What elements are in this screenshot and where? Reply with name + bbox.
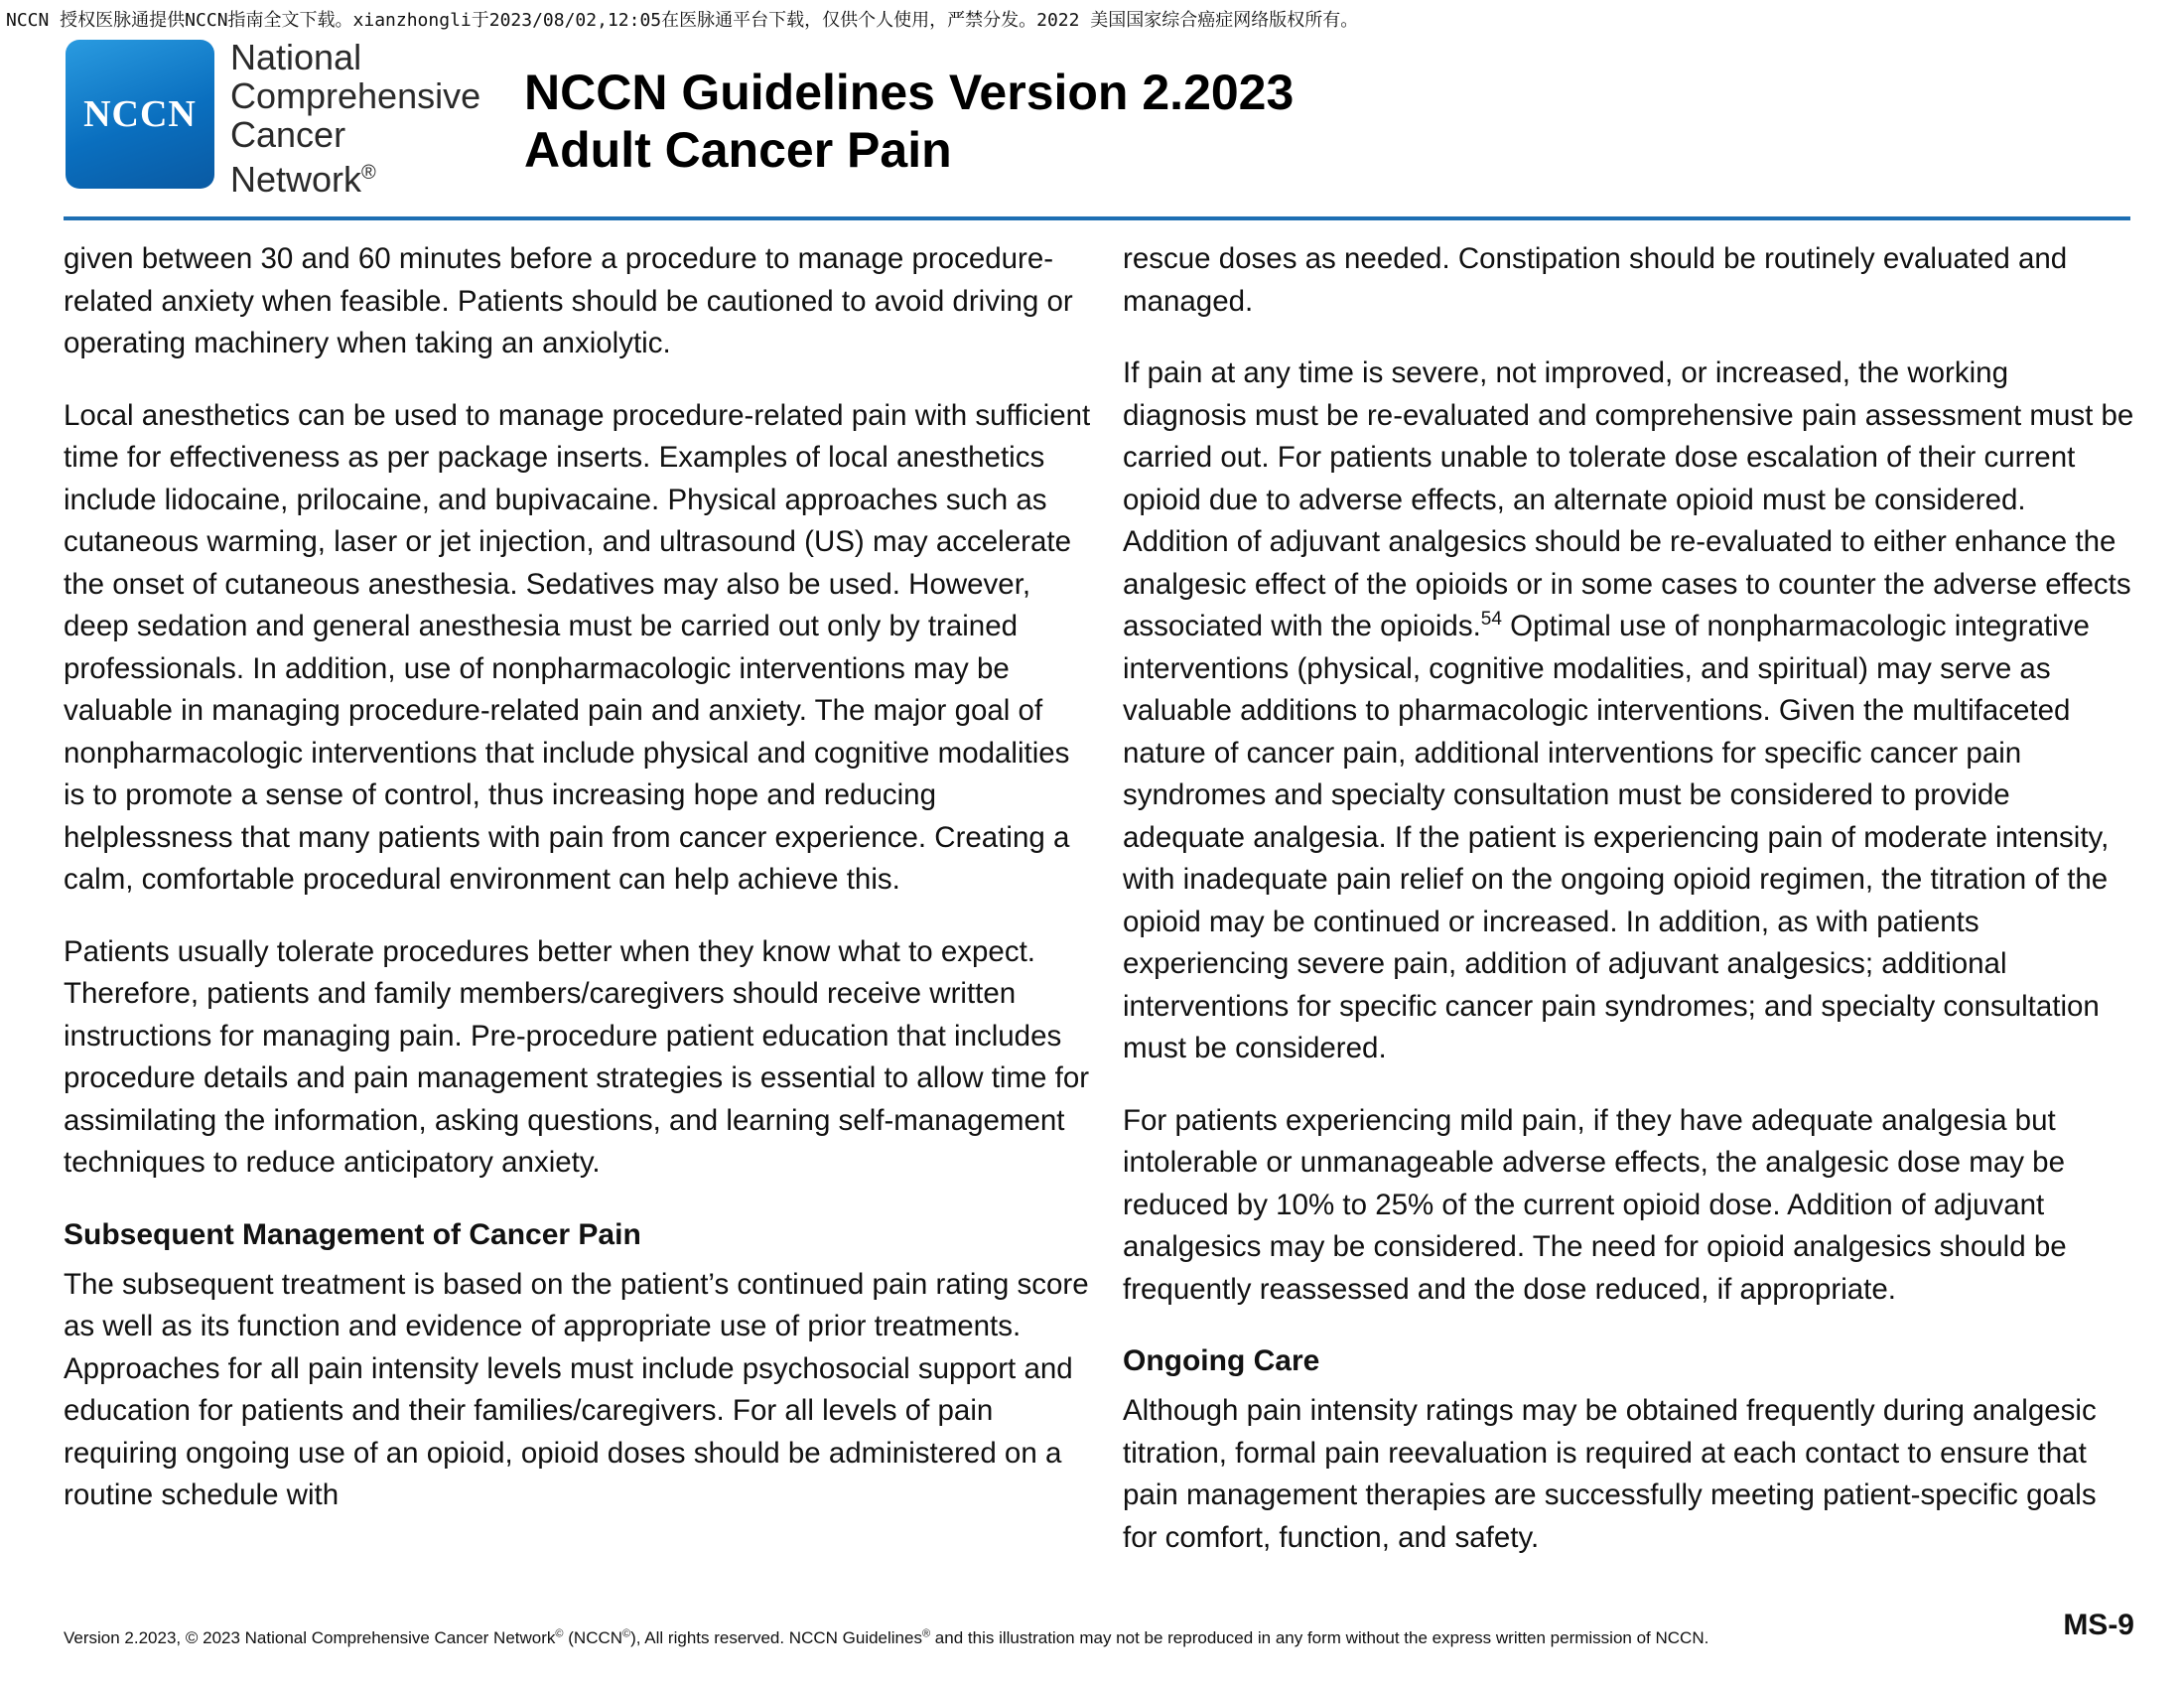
org-line-4-text: Network (230, 159, 362, 200)
footer-mark: © (622, 1627, 631, 1640)
document-title (524, 64, 1517, 179)
paragraph: Local anesthetics can be used to manage procedure-related pain with sufficient time for effectiveness as per package inserts. Examples of local anesthetics include lidocaine, prilocaine, and bupivacaine. Physical approaches such as cutaneous warming, laser or jet injection, and ultrasound (US) may accelerate the onset of cutaneous anesthesia. Sedatives may also be used. However, deep sedation and general anesthesia must be carried out only by trained professionals. In addition, use of nonpharmacologic interventions may be valuable in managing procedure-related pain and anxiety. The major goal of nonpharmacologic interventions that include physical and cognitive modalities is to promote a sense of control, thus increasing hope and reducing helplessness that many patients with pain from cancer experience. Creating a calm, comfortable procedural environment can help achieve this. (64, 398, 1091, 896)
org-line-4 (230, 154, 518, 199)
title-version: NCCN Guidelines Version 2.2023 (524, 65, 1295, 120)
footer-mark: © (555, 1627, 564, 1640)
footer-text: (NCCN (563, 1628, 623, 1647)
footer-text: and this illustration may not be reproduced in any form without the express written permission of NCCN. (930, 1628, 1709, 1647)
registered-mark: ® (361, 162, 376, 184)
paragraph-text: If pain at any time is severe, not improved, or increased, the working diagnosis must be re-evaluated and comprehensive pain assessment must be carried out. For patients unable to tolerate dose escalation of their current opioid due to adverse effects, an alternate opioid must be considered. Addition of adjuvant analgesics should be re-evaluated to either enhance the analgesic effect of the opioids or in some cases to counter the adverse effects associated with the opioids. (1123, 356, 2134, 642)
title-topic: Adult Cancer Pain (524, 122, 952, 178)
paragraph: given between 30 and 60 minutes before a procedure to manage procedure-related anxiety when feasible. Patients should be cautioned to avoid driving or operating machinery when taking an anxiolytic. (64, 242, 1073, 359)
header-divider (64, 216, 2130, 220)
paragraph (1123, 352, 2135, 1070)
right-column (1123, 238, 2135, 1589)
org-line-1: National (230, 37, 362, 77)
copyright-footer (64, 1628, 1950, 1648)
paragraph: Patients usually tolerate procedures better when they know what to expect. Therefore, patients and family members/caregivers should receive written instructions for managing pain. Pre-procedure patient education that includes procedure details and pain management strategies is essential to allow time for assimilating the information, asking questions, and learning self-management techniques to reduce anticipatory anxiety. (64, 934, 1090, 1179)
organization-name (230, 38, 518, 199)
download-watermark: NCCN 授权医脉通提供NCCN指南全文下载。xianzhongli于2023/08/02,12:05在医脉通平台下载，仅供个人使用，严禁分发。2022 美国国家综合癌症网络版权所有。 (6, 10, 1359, 31)
org-line-2: Comprehensive (230, 75, 481, 116)
org-line-3: Cancer (230, 114, 346, 155)
paragraph: rescue doses as needed. Constipation should be routinely evaluated and managed. (1123, 242, 2068, 318)
reference-number: 54 (1480, 609, 1502, 631)
page-number: MS-9 (2063, 1609, 2134, 1641)
section-heading: Subsequent Management of Cancer Pain (64, 1217, 641, 1251)
paragraph: The subsequent treatment is based on the patient’s continued pain rating score as well as its function and evidence of appropriate use of prior treatments. Approaches for all pain intensity levels must include psychosocial support and education for patients and their families/caregivers. For all levels of pain requiring ongoing use of an opioid, opioid doses should be administered on a routine schedule with (64, 1267, 1089, 1511)
section-heading: Ongoing Care (1123, 1344, 1320, 1377)
paragraph: Although pain intensity ratings may be obtained frequently during analgesic titration, formal pain reevaluation is required at each contact to ensure that pain management therapies are successfully meeting patient-specific goals for comfort, function, and safety. (1123, 1394, 2097, 1554)
footer-text: ), All rights reserved. NCCN Guidelines (630, 1628, 922, 1647)
paragraph: For patients experiencing mild pain, if they have adequate analgesia but intolerable or unmanageable adverse effects, the analgesic dose may be reduced by 10% to 25% of the current opioid dose. Addition of adjuvant analgesics may be considered. The need for opioid analgesics should be frequently reassessed and the dose reduced, if appropriate. (1123, 1103, 2067, 1306)
logo-text: NCCN (83, 93, 197, 135)
paragraph-text: Optimal use of nonpharmacologic integrative interventions (physical, cognitive modalities, and spiritual) may serve as valuable additions to pharmacologic interventions. Given the multifaceted nature of cancer pain, additional interventions for specific cancer pain syndromes and specialty consultation must be considered to provide adequate analgesia. If the patient is experiencing pain of moderate intensity, with inadequate pain relief on the ongoing opioid regimen, the titration of the opioid may be continued or increased. In addition, as with patients experiencing severe pain, addition of adjuvant analgesics; additional interventions for specific cancer pain syndromes; and specialty consultation must be considered. (1123, 610, 2110, 1064)
nccn-logo (66, 40, 214, 189)
left-column (64, 238, 1096, 1547)
footer-text: Version 2.2023, © 2023 National Comprehensive Cancer Network (64, 1628, 556, 1647)
footer-mark: ® (921, 1627, 931, 1640)
